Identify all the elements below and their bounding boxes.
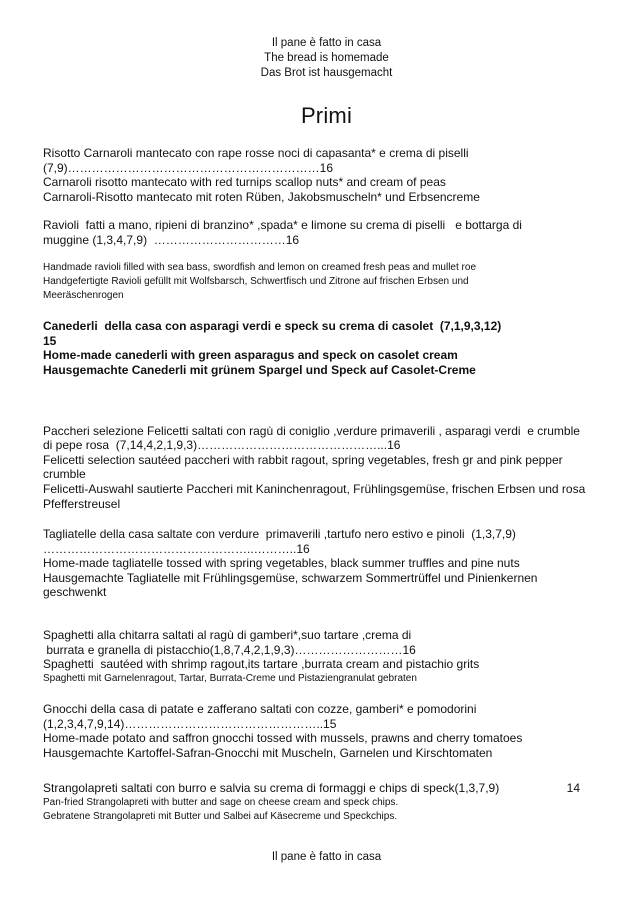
header-line-english: The bread is homemade: [264, 52, 389, 64]
menu-item: [43, 702, 610, 760]
dish-text: Strangolapreti saltati con burro e salvia su crema di formaggi e chips di speck(1,3,7,9): [43, 781, 500, 796]
header-line-italian: Il pane è fatto in casa: [271, 37, 382, 49]
menu-item: [43, 424, 610, 512]
menu-line: Risotto Carnaroli mantecato con rape rosse noci di capasanta* e crema di piselli: [43, 146, 469, 160]
menu-line: crumble: [43, 467, 86, 482]
menu-line: Home-made potato and saffron gnocchi tossed with mussels, prawns and cherry tomatoes: [43, 731, 523, 746]
menu-line: Handgefertigte Ravioli gefüllt mit Wolfsbarsch, Schwertfisch und Zitrone auf frischen Erbsen und: [43, 275, 469, 287]
section-title: Primi: [300, 103, 353, 128]
menu-line: Canederli della casa con asparagi verdi e speck su crema di casolet (7,1,9,3,12): [43, 319, 502, 334]
menu-item: [43, 628, 610, 686]
menu-item: [43, 146, 610, 204]
menu-line: Carnaroli risotto mantecato with red turnips scallop nuts* and cream of peas: [43, 175, 446, 190]
page-footer: Il pane è fatto in casa: [271, 851, 382, 864]
menu-line: (7,9)………………………………………………………16: [43, 160, 334, 175]
menu-item: [43, 781, 610, 824]
menu-line: Hausgemachte Kartoffel-Safran-Gnocchi mit Muscheln, Garnelen und Kirschtomaten: [43, 745, 493, 760]
menu-line: (1,2,3,4,7,9,14)…………………………………………..15: [43, 716, 337, 731]
menu-line: Ravioli fatti a mano, ripieni di branzino* ,spada* e limone su crema di piselli e bottarga di: [43, 218, 522, 233]
menu-line: muggine (1,3,4,7,9) ……………………………16: [43, 232, 300, 247]
menu-item: [43, 527, 610, 600]
menu-line: Pan-fried Strangolapreti with butter and sage on cheese cream and speck chips.: [43, 797, 399, 809]
menu-line: Paccheri selezione Felicetti saltati con ragù di coniglio ,verdure primaverili , asparagi verdi e crumble: [43, 423, 580, 438]
header-line-german: Das Brot ist hausgemacht: [260, 67, 393, 79]
menu-line: Gnocchi della casa di patate e zafferano saltati con cozze, gamberi* e pomodorini: [43, 702, 477, 717]
menu-line: Carnaroli-Risotto mantecato mit roten Rüben, Jakobsmuscheln* und Erbsencreme: [43, 189, 480, 204]
menu-items: [43, 146, 610, 824]
menu-line: Handmade ravioli filled with sea bass, swordfish and lemon on creamed fresh peas and mullet roe: [43, 261, 477, 273]
price: 14: [566, 781, 580, 796]
menu-line: Spaghetti sautéed with shrimp ragout,its tartare ,burrata cream and pistachio grits: [43, 657, 480, 672]
page-header: [43, 0, 610, 81]
menu-line: Home-made tagliatelle tossed with spring vegetables, black summer truffles and pine nuts: [43, 556, 520, 571]
menu-line: Gebratene Strangolapreti mit Butter und Salbei auf Käsecreme und Speckchips.: [43, 811, 398, 823]
menu-line: ……………………………………………..………..16: [43, 541, 310, 556]
menu-line: di pepe rosa (7,14,4,2,1,9,3)………………………………………...16: [43, 438, 401, 453]
menu-line: Felicetti-Auswahl sautierte Paccheri mit Kaninchenragout, Frühlingsgemüse, frischen Erbsen und rosa: [43, 481, 586, 496]
menu-line: Spaghetti alla chitarra saltati al ragù di gamberi*,suo tartare ,crema di: [43, 628, 412, 643]
menu-item: [43, 218, 610, 303]
menu-line: Pfefferstreusel: [43, 496, 121, 511]
menu-line: burrata e granella di pistacchio(1,8,7,4,2,1,9,3)………………………16: [43, 642, 416, 657]
menu-line: Hausgemachte Tagliatelle mit Frühlingsgemüse, schwarzem Sommertrüffel und Pinienkernen: [43, 570, 538, 585]
menu-line: geschwenkt: [43, 585, 107, 600]
menu-line: Felicetti selection sautéed paccheri with rabbit ragout, spring vegetables, fresh gr and pink pepper: [43, 452, 563, 467]
menu-line: Hausgemachte Canederli mit grünem Spargel und Speck auf Casolet-Creme: [43, 362, 476, 377]
menu-line: [43, 781, 580, 796]
menu-line: Home-made canederli with green asparagus and speck on casolet cream: [43, 348, 458, 363]
menu-item: [43, 319, 610, 377]
menu-line: Meeräschenrogen: [43, 289, 124, 301]
menu-line: Spaghetti mit Garnelenragout, Tartar, Burrata-Creme und Pistaziengranulat gebraten: [43, 672, 417, 684]
menu-line: Tagliatelle della casa saltate con verdure primaverili ,tartufo nero estivo e pinoli (1,3,7,9): [43, 527, 516, 542]
menu-line: 15: [43, 333, 57, 348]
